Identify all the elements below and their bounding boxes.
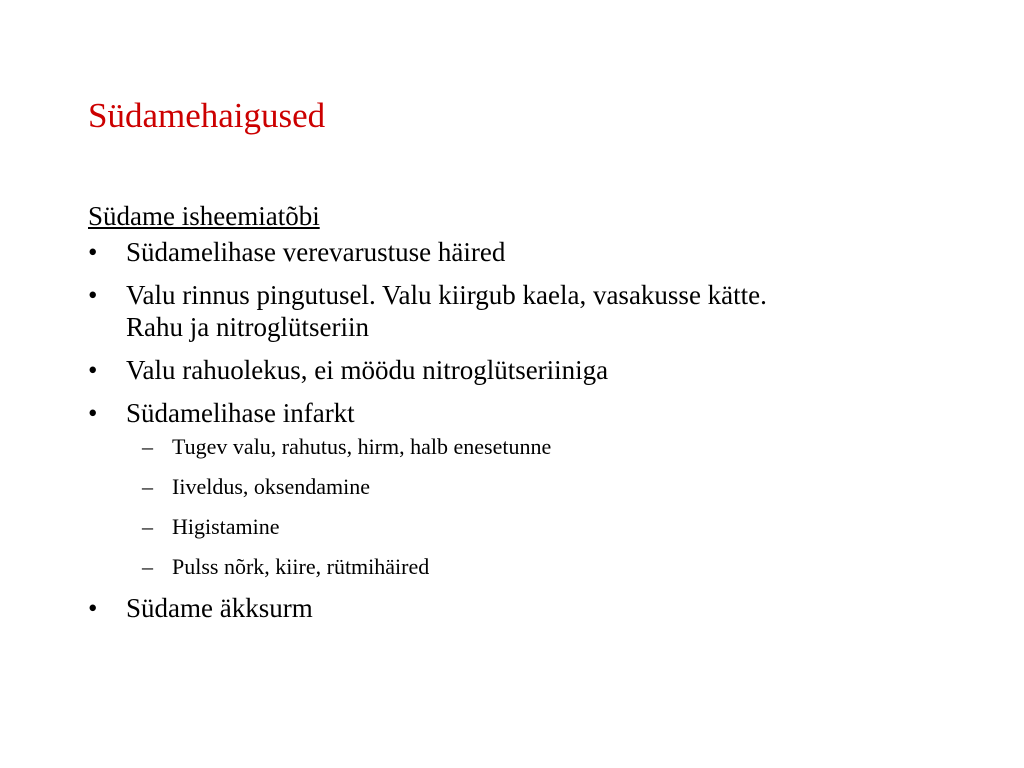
list-item <box>88 397 968 581</box>
list-item <box>88 236 968 268</box>
sub-list-item <box>126 473 968 501</box>
list-item <box>88 354 968 386</box>
dash-icon: – <box>142 554 153 579</box>
sub-list-item <box>126 513 968 541</box>
dash-icon: – <box>142 514 153 539</box>
bullet-icon: • <box>88 398 98 428</box>
list-item <box>88 592 968 624</box>
bullet-list <box>88 236 968 624</box>
dash-icon: – <box>142 474 153 499</box>
list-item-text: Südamelihase verevarustuse häired <box>126 237 506 267</box>
sub-list-item-text: Tugev valu, rahutus, hirm, halb enesetunne <box>172 434 552 459</box>
slide-content <box>88 198 968 635</box>
sub-list-item <box>126 433 968 461</box>
list-item-text: Südamelihase infarkt <box>126 398 355 428</box>
list-item-text-continued: Rahu ja nitroglütseriin <box>126 312 369 342</box>
subheading: Südame isheemiatõbi <box>88 201 320 231</box>
sub-list-item <box>126 553 968 581</box>
slide-title: Südamehaigused <box>88 96 326 135</box>
list-item <box>88 279 968 343</box>
sub-list-item-text: Pulss nõrk, kiire, rütmihäired <box>172 554 430 579</box>
bullet-icon: • <box>88 355 98 385</box>
bullet-icon: • <box>88 280 98 310</box>
dash-icon: – <box>142 434 153 459</box>
bullet-icon: • <box>88 593 98 623</box>
sub-list-item-text: Higistamine <box>172 514 280 539</box>
list-item-text: Valu rahuolekus, ei möödu nitroglütseriiniga <box>126 355 609 385</box>
list-item-text: Südame äkksurm <box>126 593 313 623</box>
sub-bullet-list <box>126 433 968 581</box>
bullet-icon: • <box>88 237 98 267</box>
sub-list-item-text: Iiveldus, oksendamine <box>172 474 370 499</box>
list-item-text: Valu rinnus pingutusel. Valu kiirgub kaela, vasakusse kätte. <box>126 280 767 310</box>
